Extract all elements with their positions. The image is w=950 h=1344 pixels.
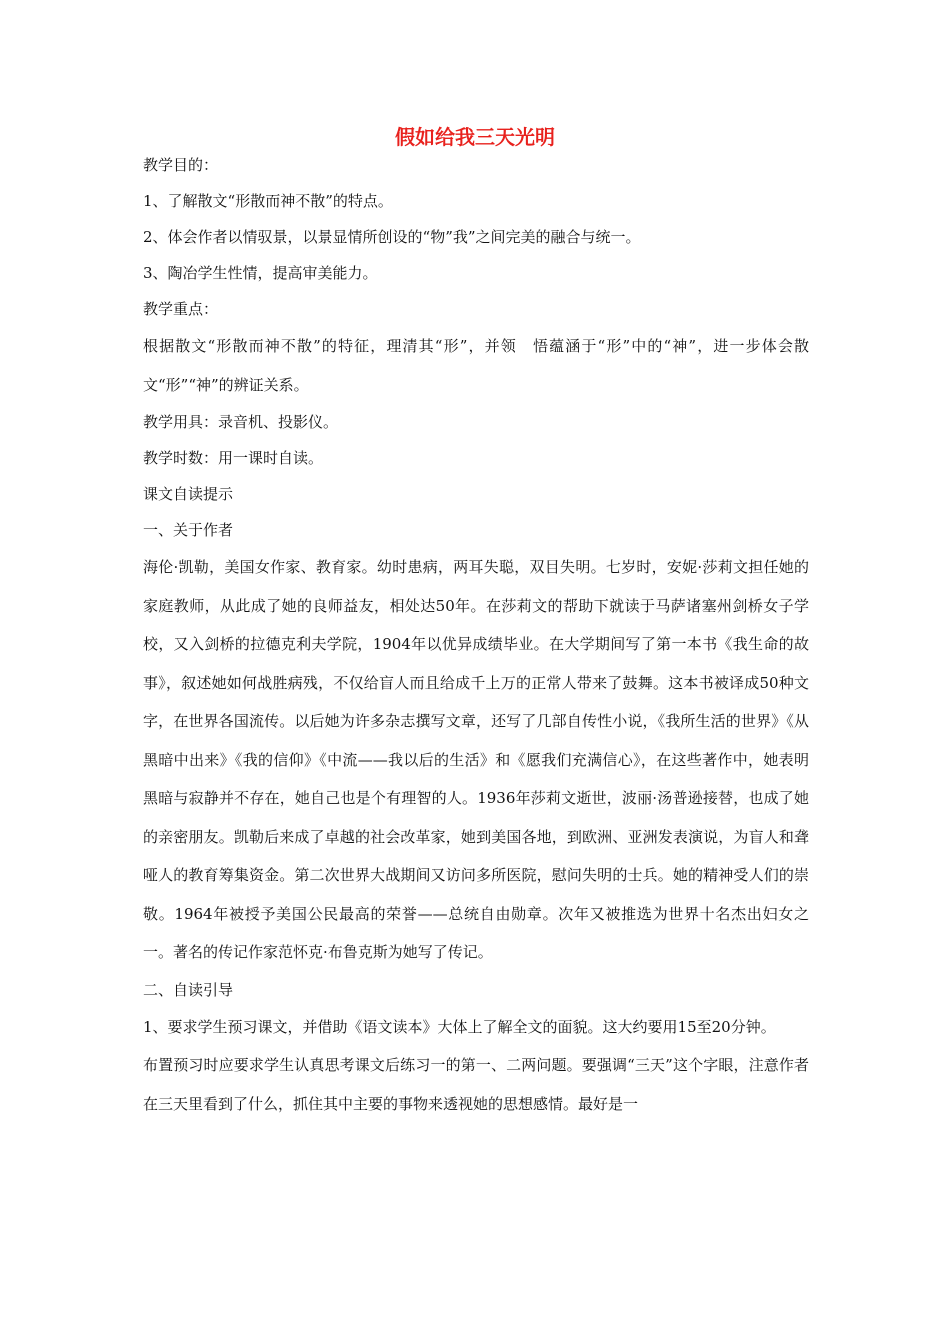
- author-paragraph: 海伦·凯勒，美国女作家、教育家。幼时患病，两耳失聪，双目失明。七岁时，安妮·莎莉文担任她的家庭教师，从此成了她的良师益友，相处达50年。在莎莉文的帮助下就读于马萨诸塞州剑桥女子学校，又入剑桥的拉德克利夫学院，1904年以优异成绩毕业。在大学期间写了第一本书《我生命的故事》，叙述她如何战胜病残，不仅给盲人而且给成千上万的正常人带来了鼓舞。这本书被译成50种文字，在世界各国流传。以后她为许多杂志撰写文章，还写了几部自传性小说，《我所生活的世界》《从黑暗中出来》《我的信仰》《中流——我以后的生活》和《愿我们充满信心》，在这些著作中，她表明黑暗与寂静并不存在，她自己也是个有理智的人。1936年莎莉文逝世，波丽·汤普逊接替，也成了她的亲密朋友。凯勒后来成了卓越的社会改革家，她到美国各地，到欧洲、亚洲发表演说，为盲人和聋哑人的教育筹集资金。第二次世界大战期间又访问多所医院，慰问失明的士兵。她的精神受人们的崇敬。1964年被授予美国公民最高的荣誉——总统自由勋章。次年又被推选为世界十名杰出妇女之一。著名的传记作家范怀克·布鲁克斯为她写了传记。: [143, 558, 809, 961]
- objectives-heading: 教学目的：: [143, 156, 219, 174]
- key-points-heading: 教学重点：: [143, 300, 219, 318]
- document-body: [143, 147, 809, 1123]
- objective-3: 3、陶冶学生性情，提高审美能力。: [143, 264, 378, 282]
- objective-2: 2、体会作者以情驭景，以景显情所创设的“物”我”之间完美的融合与统一。: [143, 228, 641, 246]
- key-points-paragraph: 根据散文“形散而神不散”的特征，理清其“形”，并领 悟蕴涵于“形”中的“神”，进一步体会散文“形”“神”的辨证关系。: [143, 337, 809, 394]
- reading-guide-heading: 二、自读引导: [143, 980, 234, 999]
- teaching-hours: 教学时数：用一课时自读。: [143, 449, 324, 467]
- guide-paragraph-1: 1、要求学生预习课文，并借助《语文读本》大体上了解全文的面貌。这大约要用15至20分钟。: [143, 1017, 776, 1036]
- guide-paragraph-2: 布置预习时应要求学生认真思考课文后练习一的第一、二两问题。要强调“三天”这个字眼，注意作者在三天里看到了什么，抓住其中主要的事物来透视她的思想感情。最好是一: [143, 1056, 809, 1113]
- reading-hints-heading: 课文自读提示: [143, 485, 234, 503]
- objective-1: 1、了解散文“形散而神不散”的特点。: [143, 192, 393, 210]
- teaching-tools: 教学用具：录音机、投影仪。: [143, 413, 339, 431]
- about-author-heading: 一、关于作者: [143, 521, 234, 539]
- document-title: 假如给我三天光明: [395, 125, 555, 149]
